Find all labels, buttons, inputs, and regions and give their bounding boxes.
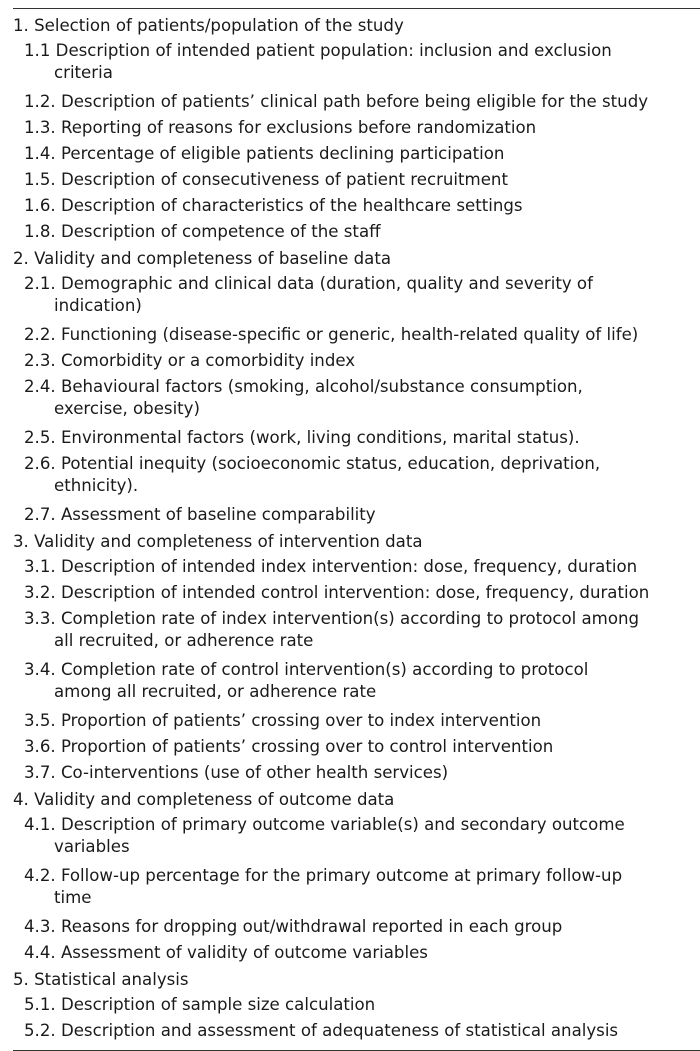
item-text-continued: variables <box>54 837 130 856</box>
checklist-item <box>13 118 700 144</box>
checklist-item <box>13 866 700 917</box>
section-title: 2. Validity and completeness of baseline data <box>13 249 392 268</box>
item-text: 2.7. Assessment of baseline comparability <box>24 505 376 524</box>
item-text-continued: exercise, obesity) <box>54 399 200 418</box>
checklist-item <box>13 609 700 660</box>
item-text: 5.1. Description of sample size calculation <box>24 995 376 1014</box>
checklist-item <box>13 41 700 92</box>
item-text: 2.3. Comorbidity or a comorbidity index <box>24 351 356 370</box>
checklist-table <box>13 8 700 1051</box>
checklist-section <box>13 969 700 1047</box>
checklist-section <box>13 248 700 531</box>
checklist-item <box>13 917 700 943</box>
item-text-continued: time <box>54 888 92 907</box>
checklist-item <box>13 711 700 737</box>
item-text: 3.5. Proportion of patients’ crossing over to index intervention <box>24 711 542 730</box>
item-text: 2.2. Functioning (disease-specific or generic, health-related quality of life) <box>24 325 639 344</box>
checklist-item <box>13 943 700 969</box>
checklist-item <box>13 377 700 428</box>
section-title: 5. Statistical analysis <box>13 970 189 989</box>
item-text: 3.3. Completion rate of index intervention(s) according to protocol among <box>24 609 640 628</box>
item-text-continued: among all recruited, or adherence rate <box>54 682 377 701</box>
item-text: 4.2. Follow-up percentage for the primary outcome at primary follow-up <box>24 866 623 885</box>
item-text: 3.4. Completion rate of control intervention(s) according to protocol <box>24 660 589 679</box>
checklist-item <box>13 274 700 325</box>
checklist-item <box>13 325 700 351</box>
item-text-continued: all recruited, or adherence rate <box>54 631 314 650</box>
item-text: 1.4. Percentage of eligible patients declining participation <box>24 144 505 163</box>
checklist-item <box>13 583 700 609</box>
checklist <box>13 9 700 1047</box>
checklist-item <box>13 144 700 170</box>
item-text: 3.2. Description of intended control intervention: dose, frequency, duration <box>24 583 650 602</box>
item-text: 1.6. Description of characteristics of the healthcare settings <box>24 196 523 215</box>
checklist-item <box>13 660 700 711</box>
checklist-item <box>13 763 700 789</box>
section-title: 1. Selection of patients/population of the study <box>13 16 404 35</box>
checklist-item <box>13 222 700 248</box>
item-text: 1.3. Reporting of reasons for exclusions before randomization <box>24 118 537 137</box>
item-text-continued: criteria <box>54 63 113 82</box>
item-text: 1.8. Description of competence of the staff <box>24 222 381 241</box>
item-text: 5.2. Description and assessment of adequateness of statistical analysis <box>24 1021 619 1040</box>
section-title: 4. Validity and completeness of outcome data <box>13 790 395 809</box>
item-text: 4.1. Description of primary outcome variable(s) and secondary outcome <box>24 815 625 834</box>
checklist-item <box>13 170 700 196</box>
checklist-item <box>13 92 700 118</box>
item-text: 2.1. Demographic and clinical data (duration, quality and severity of <box>24 274 593 293</box>
item-text: 3.1. Description of intended index intervention: dose, frequency, duration <box>24 557 638 576</box>
checklist-item <box>13 428 700 454</box>
section-title: 3. Validity and completeness of intervention data <box>13 532 423 551</box>
item-text: 1.2. Description of patients’ clinical path before being eligible for the study <box>24 92 649 111</box>
item-text: 3.6. Proportion of patients’ crossing over to control intervention <box>24 737 554 756</box>
item-text: 1.5. Description of consecutiveness of patient recruitment <box>24 170 508 189</box>
checklist-section <box>13 15 700 248</box>
item-text: 4.3. Reasons for dropping out/withdrawal reported in each group <box>24 917 563 936</box>
item-text: 2.5. Environmental factors (work, living conditions, marital status). <box>24 428 580 447</box>
item-text: 2.6. Potential inequity (socioeconomic status, education, deprivation, <box>24 454 601 473</box>
checklist-item <box>13 505 700 531</box>
checklist-item <box>13 196 700 222</box>
checklist-item <box>13 737 700 763</box>
checklist-item <box>13 995 700 1021</box>
item-text: 2.4. Behavioural factors (smoking, alcohol/substance consumption, <box>24 377 583 396</box>
checklist-item <box>13 557 700 583</box>
checklist-section <box>13 531 700 789</box>
checklist-section <box>13 789 700 969</box>
item-text-continued: indication) <box>54 296 142 315</box>
checklist-item <box>13 815 700 866</box>
item-text-continued: ethnicity). <box>54 476 139 495</box>
checklist-item <box>13 351 700 377</box>
item-text: 1.1 Description of intended patient population: inclusion and exclusion <box>24 41 612 60</box>
item-text: 4.4. Assessment of validity of outcome variables <box>24 943 428 962</box>
item-text: 3.7. Co-interventions (use of other health services) <box>24 763 449 782</box>
checklist-item <box>13 1021 700 1047</box>
checklist-item <box>13 454 700 505</box>
